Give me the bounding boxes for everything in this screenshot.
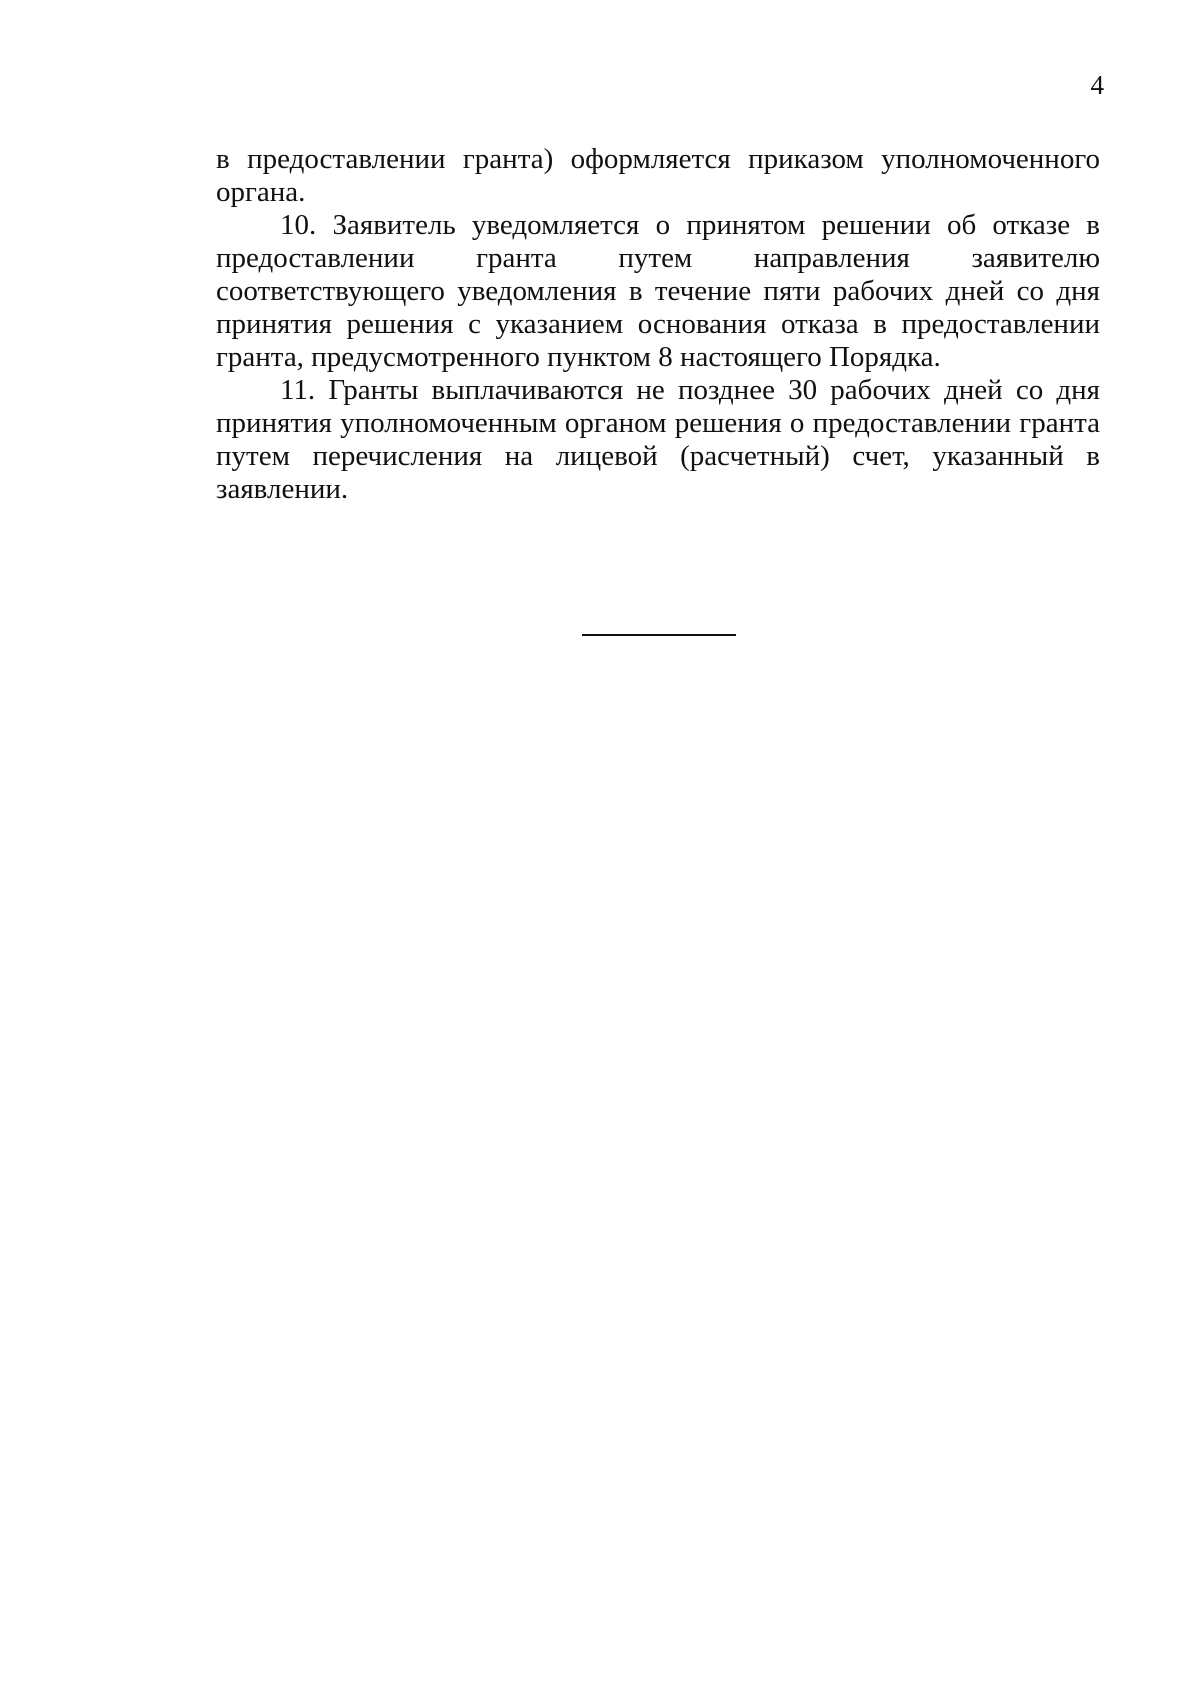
- end-of-text-divider: [582, 634, 736, 636]
- document-body: [216, 143, 1100, 506]
- paragraph-continuation: в предоставлении гранта) оформляется приказом уполномоченного органа.: [216, 143, 1100, 208]
- page-number: 4: [1090, 70, 1104, 100]
- paragraph-item-11: 11. Гранты выплачиваются не позднее 30 рабочих дней со дня принятия уполномоченным органом решения о предоставлении гранта путем перечисления на лицевой (расчетный) счет, указанный в заявлении.: [216, 374, 1100, 505]
- paragraph-item-10: 10. Заявитель уведомляется о принятом решении об отказе в предоставлении гранта путем направления заявителю соответствующего уведомления в течение пяти рабочих дней со дня принятия решения с указанием основания отказа в предоставлении гранта, предусмотренного пунктом 8 настоящего Порядка.: [216, 209, 1100, 373]
